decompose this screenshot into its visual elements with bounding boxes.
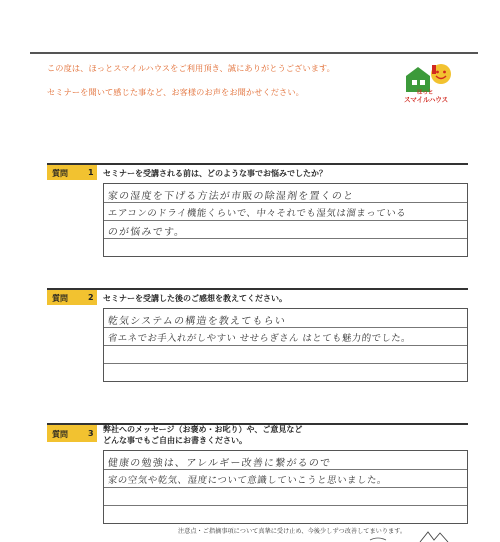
question-1-answer-box	[103, 183, 468, 257]
answer-rule	[104, 469, 467, 470]
question-1-answer-line-3: のが悩みです。	[107, 227, 186, 238]
top-rule	[30, 52, 478, 54]
answer-rule	[104, 487, 467, 488]
answer-rule	[104, 202, 467, 203]
answer-rule	[104, 363, 467, 364]
question-3-answer-box	[103, 450, 468, 524]
question-2-text: セミナーを受講した後のご感想を教えてください。	[103, 294, 287, 303]
question-1-number: 1	[88, 168, 94, 177]
question-1-rule	[47, 163, 468, 165]
answer-rule	[104, 220, 467, 221]
question-2-answer-line-2: 省エネでお手入れがしやすい せせらぎさん はとても魅力的でした。	[107, 333, 412, 344]
question-1-answer-line-1: 家の湿度を下げる方法が市販の除湿剤を置くのと	[107, 191, 355, 202]
question-2-answer-box	[103, 308, 468, 382]
answer-rule	[104, 327, 467, 328]
footer-note: 注意点・ご指摘事項について真摯に受け止め、今後少しずつ改善してまいります。	[178, 528, 407, 535]
question-3-answer-line-1: 健康の勉強は、アレルギー改善に繋がるので	[107, 458, 332, 469]
question-3-label: 質問	[52, 430, 68, 439]
answer-rule	[104, 345, 467, 346]
question-3-answer-line-2: 家の空気や乾気、湿度について意識していこうと思いました。	[107, 475, 388, 486]
question-3-text-line-1: 弊社へのメッセージ（お褒め・お叱り）や、ご意見など	[103, 425, 303, 434]
question-2-number: 2	[88, 293, 94, 302]
question-2-label: 質問	[52, 294, 68, 303]
logo-caption-main: スマイルハウス	[404, 96, 448, 104]
question-1-text: セミナーを受講される前は、どのような事でお悩みでしたか？	[103, 169, 327, 178]
question-1-answer-line-2: エアコンのドライ機能くらいで、中々それでも湿気は溜まっている	[107, 208, 407, 219]
question-3-number: 3	[88, 429, 94, 438]
answer-rule	[104, 505, 467, 506]
intro-line-1: この度は、ほっとスマイルハウスをご利用頂き、誠にありがとうございます。	[47, 63, 335, 73]
question-2-rule	[47, 288, 468, 290]
question-2-answer-line-1: 乾気システムの構造を教えてもらい	[107, 316, 287, 327]
mountain-sketch-icon	[368, 530, 454, 542]
logo-caption-small: ほっと	[417, 90, 434, 96]
question-3-text-line-2: どんな事でもご自由にお書きください。	[103, 436, 247, 445]
answer-rule	[104, 238, 467, 239]
question-1-label: 質問	[52, 169, 68, 178]
intro-line-2: セミナーを聞いて感じた事など、お客様のお声をお聞かせください。	[47, 87, 304, 97]
